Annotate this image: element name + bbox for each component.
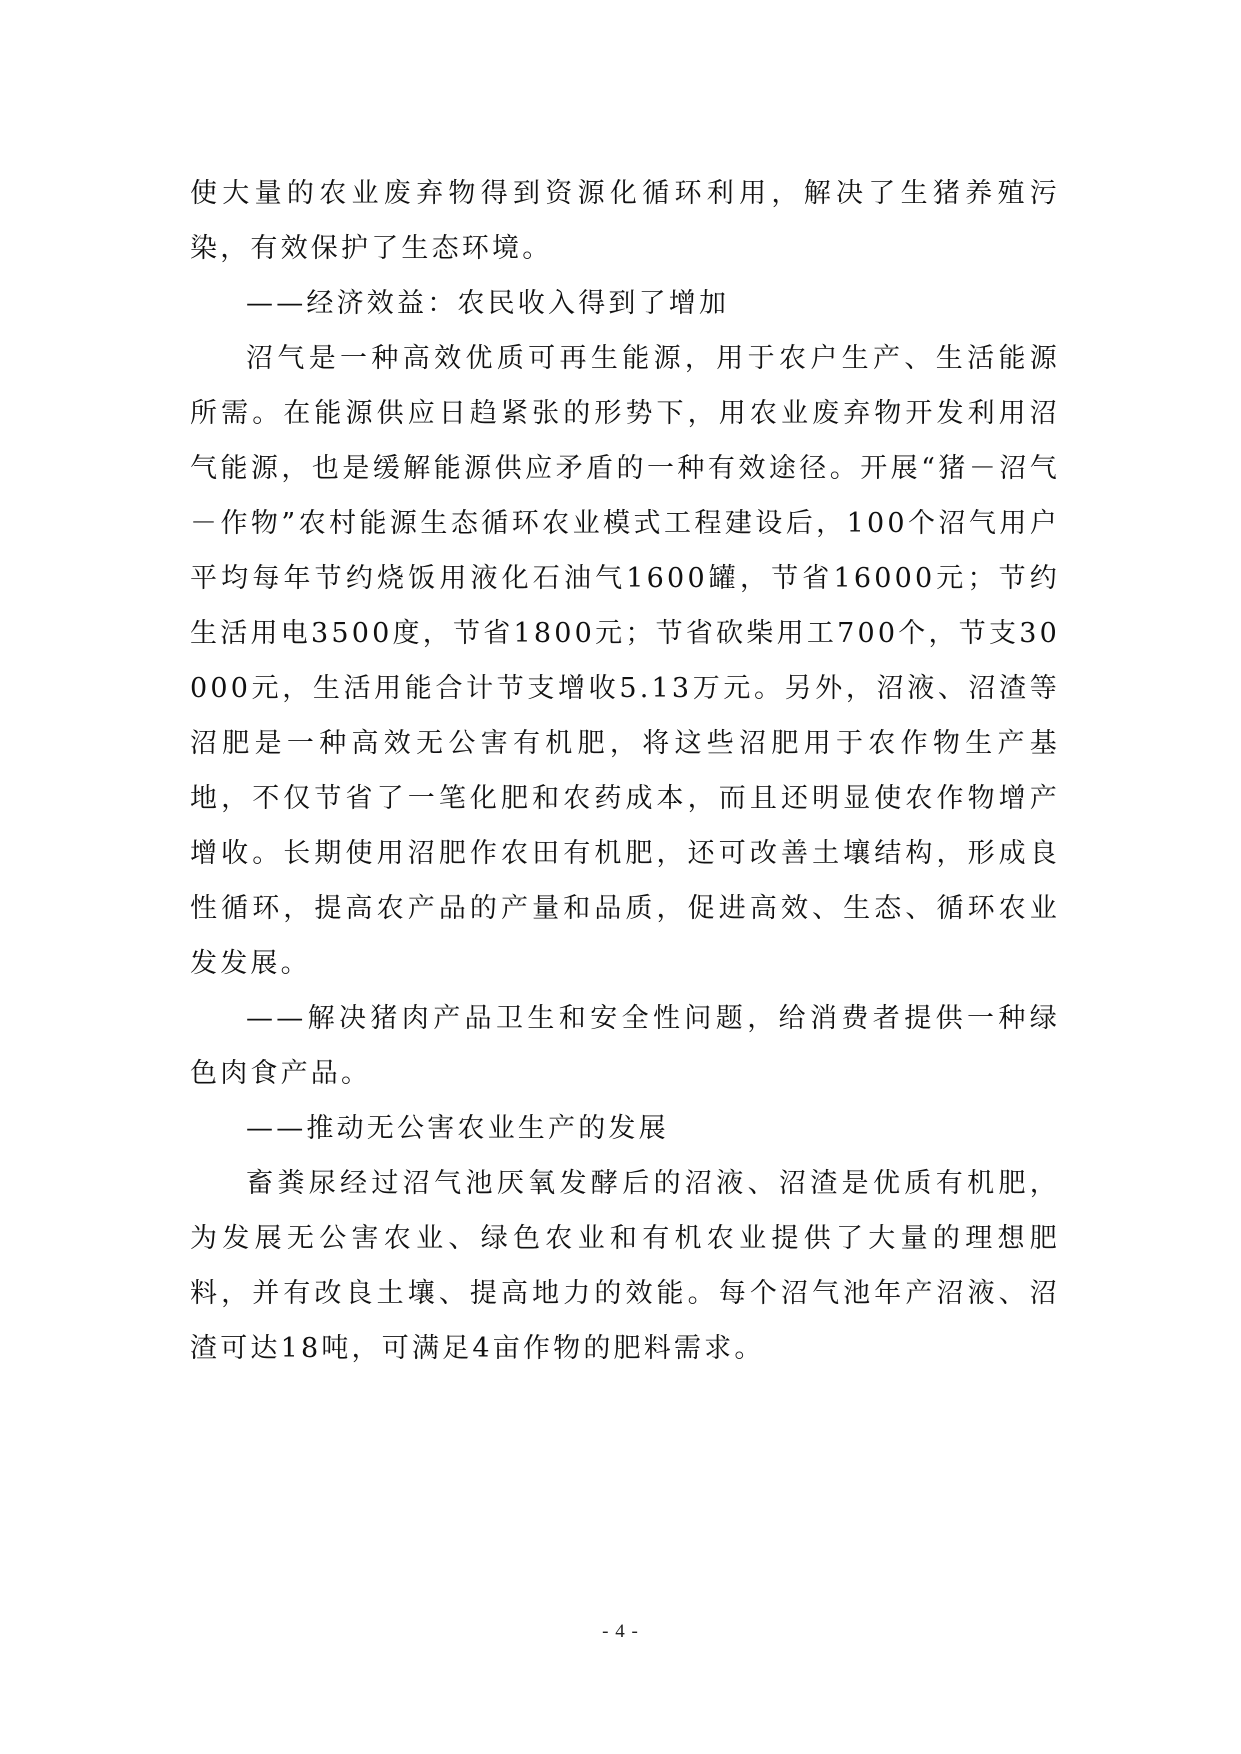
paragraph-1: 使大量的农业废弃物得到资源化循环利用，解决了生猪养殖污染，有效保护了生态环境。: [190, 178, 1060, 264]
document-body: [190, 166, 1060, 1376]
page-number: - 4 -: [602, 1621, 639, 1642]
heading-economic-benefit: ——经济效益：农民收入得到了增加: [246, 288, 730, 319]
paragraph-organic-fertilizer: 畜粪尿经过沼气池厌氧发酵后的沼液、沼渣是优质有机肥，为发展无公害农业、绿色农业和有机农业提供了大量的理想肥料，并有改良土壤、提高地力的效能。每个沼气池年产沼液、沼渣可达18吨，可满足4亩作物的肥料需求。: [190, 1168, 1060, 1364]
heading-pollution-free-agriculture: ——推动无公害农业生产的发展: [246, 1113, 669, 1144]
heading-pork-safety: ——解决猪肉产品卫生和安全性问题，给消费者提供一种绿色肉食产品。: [190, 1003, 1060, 1089]
paragraph-biogas-energy: 沼气是一种高效优质可再生能源，用于农户生产、生活能源所需。在能源供应日趋紧张的形势下，用农业废弃物开发利用沼气能源，也是缓解能源供应矛盾的一种有效途径。开展“猪－沼气－作物”农村能源生态循环农业模式工程建设后，100个沼气用户平均每年节约烧饭用液化石油气1600罐，节省16000元；节约生活用电3500度，节省1800元；节省砍柴用工700个，节支30000元，生活用能合计节支增收5.13万元。另外，沼液、沼渣等沼肥是一种高效无公害有机肥，将这些沼肥用于农作物生产基地，不仅节省了一笔化肥和农药成本，而且还明显使农作物增产增收。长期使用沼肥作农田有机肥，还可改善土壤结构，形成良性循环，提高农产品的产量和品质，促进高效、生态、循环农业发发展。: [190, 343, 1060, 979]
